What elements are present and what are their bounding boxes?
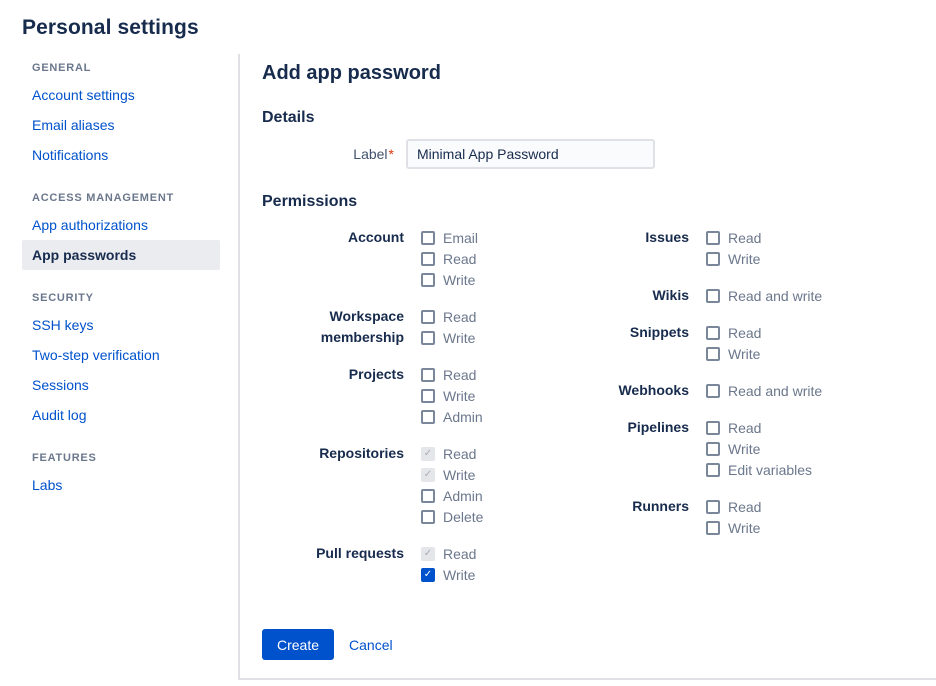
permission-option-runners-write[interactable] xyxy=(706,517,761,538)
main-content xyxy=(240,54,936,680)
permission-group-runners xyxy=(559,496,822,538)
permission-group-repositories xyxy=(262,443,559,527)
create-button[interactable]: Create xyxy=(262,629,334,660)
permission-group-pipelines xyxy=(559,417,822,480)
checkbox-label: Delete xyxy=(443,508,484,525)
checkbox-label: Write xyxy=(728,440,761,457)
checkbox-repositories-read xyxy=(421,447,435,461)
label-input[interactable] xyxy=(406,139,655,169)
checkbox-snippets-write[interactable] xyxy=(706,347,720,361)
permission-options xyxy=(706,322,761,364)
permission-option-repositories-write xyxy=(421,464,483,485)
permission-option-repositories-admin[interactable] xyxy=(421,485,483,506)
permission-options xyxy=(706,417,812,480)
permission-group-projects xyxy=(262,364,559,427)
sidebar-nav xyxy=(22,56,220,500)
permission-option-repositories-read xyxy=(421,443,483,464)
permission-option-issues-write[interactable] xyxy=(706,248,761,269)
checkbox-pull-requests-write[interactable] xyxy=(421,568,435,582)
details-heading: Details xyxy=(262,109,315,126)
checkbox-pipelines-read[interactable] xyxy=(706,421,720,435)
checkbox-label: Read and write xyxy=(728,287,823,304)
checkbox-label: Admin xyxy=(443,408,483,425)
permission-option-pull-requests-read xyxy=(421,543,476,564)
permission-group-name: Issues xyxy=(645,229,689,245)
permission-group-workspace-membership xyxy=(262,306,559,348)
permission-options xyxy=(421,543,476,585)
checkbox-repositories-delete[interactable] xyxy=(421,510,435,524)
permission-option-snippets-read[interactable] xyxy=(706,322,761,343)
checkbox-label: Write xyxy=(443,329,476,346)
permission-group-name: Runners xyxy=(632,498,689,514)
checkbox-label: Admin xyxy=(443,487,483,504)
label-field-text: Label xyxy=(353,146,388,162)
permissions-columns xyxy=(262,227,936,601)
checkbox-label: Read xyxy=(443,308,477,325)
checkbox-wikis-read-and-write[interactable] xyxy=(706,289,720,303)
permission-group-name: Wikis xyxy=(652,287,689,303)
checkbox-pull-requests-read xyxy=(421,547,435,561)
checkbox-pipelines-write[interactable] xyxy=(706,442,720,456)
checkbox-projects-admin[interactable] xyxy=(421,410,435,424)
sidebar-item-email-aliases[interactable]: Email aliases xyxy=(32,117,115,133)
required-asterisk: * xyxy=(388,146,394,162)
checkbox-label: Read xyxy=(443,366,477,383)
checkbox-label: Read xyxy=(443,545,477,562)
permission-option-projects-admin[interactable] xyxy=(421,406,483,427)
permission-option-runners-read[interactable] xyxy=(706,496,761,517)
sidebar-item-account-settings[interactable]: Account settings xyxy=(32,87,135,103)
checkbox-projects-write[interactable] xyxy=(421,389,435,403)
permission-option-pipelines-read[interactable] xyxy=(706,417,812,438)
checkbox-workspace-membership-read[interactable] xyxy=(421,310,435,324)
permission-option-account-read[interactable] xyxy=(421,248,478,269)
checkbox-issues-read[interactable] xyxy=(706,231,720,245)
sidebar xyxy=(0,54,240,680)
permission-group-account xyxy=(262,227,559,290)
checkbox-projects-read[interactable] xyxy=(421,368,435,382)
checkbox-label: Write xyxy=(443,387,476,404)
permission-group-name: Repositories xyxy=(319,445,404,461)
checkbox-workspace-membership-write[interactable] xyxy=(421,331,435,345)
permission-option-workspace-membership-write[interactable] xyxy=(421,327,476,348)
permission-group-snippets xyxy=(559,322,822,364)
permission-group-name: Account xyxy=(348,229,404,245)
checkbox-label: Write xyxy=(443,271,476,288)
checkbox-repositories-write xyxy=(421,468,435,482)
layout xyxy=(0,54,936,680)
form-actions xyxy=(262,629,936,660)
checkbox-runners-write[interactable] xyxy=(706,521,720,535)
sidebar-item-audit-log[interactable]: Audit log xyxy=(32,407,87,423)
permission-group-name: Pipelines xyxy=(627,419,689,435)
checkbox-pipelines-edit-variables[interactable] xyxy=(706,463,720,477)
permission-option-projects-read[interactable] xyxy=(421,364,483,385)
checkbox-runners-read[interactable] xyxy=(706,500,720,514)
checkbox-webhooks-read-and-write[interactable] xyxy=(706,384,720,398)
permission-group-issues xyxy=(559,227,822,269)
label-field-label xyxy=(262,146,394,162)
checkbox-issues-write[interactable] xyxy=(706,252,720,266)
checkbox-label: Read xyxy=(443,445,477,462)
checkbox-account-read[interactable] xyxy=(421,252,435,266)
permission-option-wikis-read-and-write[interactable] xyxy=(706,285,822,306)
permissions-column-2 xyxy=(559,227,822,601)
page-header xyxy=(0,0,936,48)
checkbox-label: Read and write xyxy=(728,382,823,399)
permission-options xyxy=(421,227,478,290)
permission-option-projects-write[interactable] xyxy=(421,385,483,406)
permission-options xyxy=(706,380,822,401)
permission-group-pull-requests xyxy=(262,543,559,585)
checkbox-label: Write xyxy=(728,519,761,536)
permission-option-account-write[interactable] xyxy=(421,269,478,290)
permissions-column-1 xyxy=(262,227,559,601)
checkbox-label: Read xyxy=(728,229,762,246)
permission-option-pipelines-write[interactable] xyxy=(706,438,812,459)
permission-option-webhooks-read-and-write[interactable] xyxy=(706,380,822,401)
sidebar-item-app-authorizations[interactable]: App authorizations xyxy=(32,217,148,233)
checkbox-label: Read xyxy=(728,419,762,436)
sidebar-item-labs[interactable]: Labs xyxy=(32,477,63,493)
permission-options xyxy=(706,285,822,306)
permission-option-repositories-delete[interactable] xyxy=(421,506,483,527)
checkbox-account-write[interactable] xyxy=(421,273,435,287)
permission-option-pull-requests-write[interactable] xyxy=(421,564,476,585)
permission-options xyxy=(421,364,483,427)
checkbox-label: Write xyxy=(443,466,476,483)
sidebar-item-two-step-verification[interactable]: Two-step verification xyxy=(32,347,160,363)
page-title: Personal settings xyxy=(22,16,199,39)
checkbox-label: Read xyxy=(443,250,477,267)
sidebar-item-app-passwords[interactable]: App passwords xyxy=(22,240,220,270)
form-title: Add app password xyxy=(262,62,441,84)
permission-group-name: Projects xyxy=(348,366,404,382)
sidebar-item-ssh-keys[interactable]: SSH keys xyxy=(32,317,94,333)
sidebar-item-sessions[interactable]: Sessions xyxy=(32,377,89,393)
checkbox-label: Write xyxy=(728,250,761,267)
permission-option-account-email[interactable] xyxy=(421,227,478,248)
permission-group-name: Workspace membership xyxy=(320,308,404,345)
checkbox-label: Edit variables xyxy=(728,461,813,478)
checkbox-snippets-read[interactable] xyxy=(706,326,720,340)
checkbox-account-email[interactable] xyxy=(421,231,435,245)
permission-group-name: Pull requests xyxy=(316,545,404,561)
permission-option-issues-read[interactable] xyxy=(706,227,761,248)
permission-options xyxy=(706,496,761,538)
permission-option-snippets-write[interactable] xyxy=(706,343,761,364)
permission-options xyxy=(421,306,476,348)
sidebar-section-heading-access-management: ACCESS MANAGEMENT xyxy=(32,192,175,204)
permission-group-webhooks xyxy=(559,380,822,401)
checkbox-label: Write xyxy=(443,566,476,583)
permission-group-name: Snippets xyxy=(629,324,689,340)
permission-option-workspace-membership-read[interactable] xyxy=(421,306,476,327)
checkbox-label: Email xyxy=(443,229,479,246)
sidebar-item-notifications[interactable]: Notifications xyxy=(32,147,109,163)
checkbox-label: Read xyxy=(728,324,762,341)
checkbox-label: Read xyxy=(728,498,762,515)
permissions-heading: Permissions xyxy=(262,193,358,210)
permission-group-wikis xyxy=(559,285,822,306)
sidebar-section-heading-features: FEATURES xyxy=(32,452,97,464)
sidebar-section-heading-general: GENERAL xyxy=(32,62,92,74)
permission-option-pipelines-edit-variables[interactable] xyxy=(706,459,812,480)
permission-options xyxy=(421,443,483,527)
sidebar-section-heading-security: SECURITY xyxy=(32,292,94,304)
permission-group-name: Webhooks xyxy=(618,382,689,398)
label-field-row xyxy=(262,139,936,169)
checkbox-repositories-admin[interactable] xyxy=(421,489,435,503)
cancel-button[interactable]: Cancel xyxy=(349,636,393,653)
permission-options xyxy=(706,227,761,269)
checkbox-label: Write xyxy=(728,345,761,362)
